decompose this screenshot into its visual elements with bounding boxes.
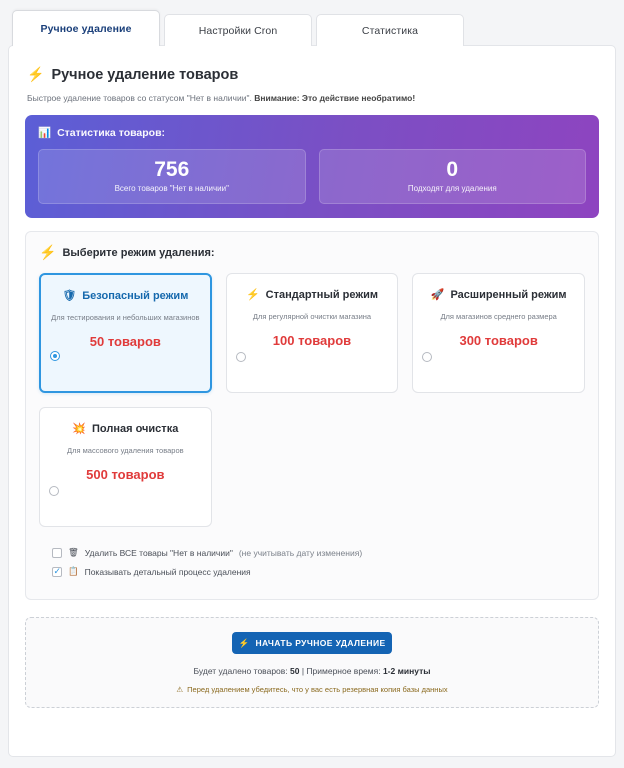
subtitle-text: Быстрое удаление товаров со статусом "Нет в наличии".: [27, 93, 255, 103]
bolt-icon: ⚡: [39, 244, 57, 261]
option-show-details-label: Показывать детальный процесс удаления: [84, 566, 251, 577]
stat-total-value: 756: [154, 158, 190, 181]
action-summary-time: 1-2 минуты: [382, 666, 431, 677]
checkbox-delete-all[interactable]: [52, 548, 62, 558]
mode-radio-standard[interactable]: [236, 352, 246, 362]
stat-total-label: Всего товаров "Нет в наличии": [114, 184, 229, 194]
tab-cron-settings-label: Настройки Cron: [198, 24, 278, 37]
main-card: [8, 45, 616, 757]
mode-count-safe: 50 товаров: [89, 334, 161, 350]
stat-total-out-of-stock: [38, 149, 306, 204]
page-title-text: Ручное удаление товаров: [51, 66, 239, 83]
options-list: [39, 547, 585, 577]
stat-eligible-label: Подходят для удаления: [407, 184, 497, 194]
mode-option-standard[interactable]: [226, 273, 399, 393]
action-summary: [36, 666, 588, 676]
action-warning: [36, 685, 588, 694]
stats-header: [38, 126, 586, 139]
action-summary-count: 50: [290, 666, 300, 677]
clipboard-icon: 📋: [68, 566, 79, 577]
mode-name-extended: Расширенный режим: [450, 288, 567, 301]
tab-cron-settings[interactable]: [164, 14, 312, 46]
warning-icon: ⚠: [176, 685, 184, 695]
rocket-icon: 🚀: [430, 289, 445, 302]
explosion-icon: 💥: [72, 423, 87, 436]
mode-title-standard: [237, 288, 388, 301]
tab-manual-delete[interactable]: [12, 10, 160, 46]
stat-eligible-for-deletion: [319, 149, 587, 204]
option-delete-all-label: Удалить ВСЕ товары "Нет в наличии": [84, 547, 233, 558]
start-manual-delete-label: НАЧАТЬ РУЧНОЕ УДАЛЕНИЕ: [255, 638, 386, 649]
stats-title: Статистика товаров:: [57, 126, 166, 139]
stats-grid: [38, 149, 586, 204]
subtitle-warning: Внимание: Это действие необратимо!: [254, 93, 416, 103]
tab-statistics-label: Статистика: [361, 24, 419, 37]
bolt-icon: ⚡: [245, 289, 260, 302]
mode-name-full-cleanup: Полная очистка: [92, 422, 179, 435]
tab-bar: [8, 6, 616, 46]
action-warning-text: Перед удалением убедитесь, что у вас есть резервная копия базы данных: [187, 685, 448, 695]
option-delete-all[interactable]: [52, 547, 585, 558]
mode-desc-standard: Для регулярной очистки магазина: [252, 312, 372, 322]
mode-desc-extended: Для магазинов среднего размера: [440, 312, 557, 322]
stat-eligible-value: 0: [446, 158, 459, 181]
trash-icon: 🗑: [68, 547, 79, 558]
action-panel: [25, 617, 599, 708]
mode-radio-full-cleanup[interactable]: [49, 486, 59, 496]
chart-icon: 📊: [38, 127, 52, 139]
bolt-icon: ⚡: [238, 637, 250, 648]
modes-header: [39, 244, 585, 261]
mode-title-extended: [423, 288, 574, 301]
action-summary-prefix: Будет удалено товаров:: [193, 666, 291, 677]
bolt-icon: ⚡: [27, 66, 45, 82]
modes-title: Выберите режим удаления:: [62, 246, 215, 259]
tab-manual-delete-label: Ручное удаление: [40, 22, 132, 35]
mode-title-full-cleanup: [50, 422, 201, 435]
stats-panel: [25, 115, 599, 218]
option-delete-all-note: (не учитывать дату изменения): [238, 547, 363, 558]
modes-panel: [25, 231, 599, 600]
mode-radio-safe[interactable]: [50, 351, 60, 361]
option-show-details[interactable]: [52, 566, 585, 577]
checkbox-show-details[interactable]: [52, 567, 62, 577]
action-summary-middle: | Примерное время:: [299, 666, 383, 677]
mode-title-safe: [51, 289, 200, 302]
mode-radio-extended[interactable]: [422, 352, 432, 362]
mode-option-extended[interactable]: [412, 273, 585, 393]
mode-count-standard: 100 товаров: [272, 333, 352, 349]
mode-count-full-cleanup: 500 товаров: [86, 467, 165, 483]
tab-statistics[interactable]: [316, 14, 464, 46]
shield-icon: 🛡: [62, 290, 77, 303]
mode-option-safe[interactable]: [39, 273, 212, 393]
mode-count-extended: 300 товаров: [459, 333, 538, 349]
page-subtitle: [25, 83, 599, 103]
page-title: [25, 62, 599, 83]
modes-grid: [39, 273, 585, 527]
mode-name-standard: Стандартный режим: [265, 288, 379, 301]
mode-name-safe: Безопасный режим: [82, 289, 189, 302]
start-manual-delete-button[interactable]: [232, 632, 392, 654]
mode-option-full-cleanup[interactable]: [39, 407, 212, 527]
mode-desc-full-cleanup: Для массового удаления товаров: [67, 446, 184, 456]
mode-desc-safe: Для тестирования и небольших магазинов: [51, 313, 200, 323]
